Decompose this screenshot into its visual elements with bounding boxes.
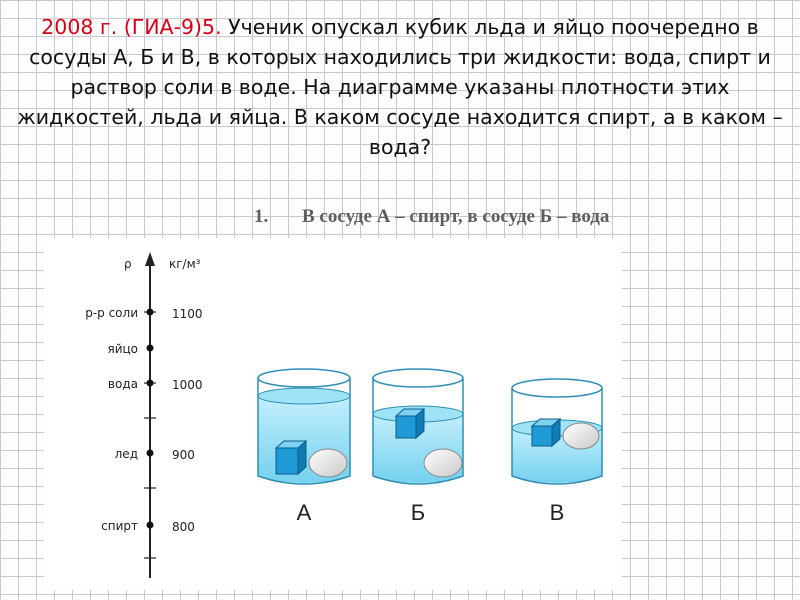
scale-mark-alcohol — [101, 519, 195, 534]
arrow-up-icon — [145, 252, 155, 266]
mark-value: 1100 — [172, 307, 203, 321]
scale-mark-ice — [115, 447, 195, 462]
mark-dot — [147, 522, 154, 529]
mark-value: 900 — [172, 448, 195, 462]
density-figure — [44, 238, 622, 590]
egg — [563, 423, 599, 449]
task-title — [14, 12, 786, 162]
vessel-rim — [258, 369, 350, 387]
egg — [309, 449, 347, 477]
mark-label: р-р соли — [85, 306, 138, 320]
answer-number: 1. — [254, 205, 269, 227]
liquid-surface — [258, 388, 350, 404]
mark-label: яйцо — [107, 342, 138, 356]
mark-value: 800 — [172, 520, 195, 534]
egg — [424, 449, 462, 477]
scale-mark-water — [108, 377, 203, 392]
ice-cube — [396, 409, 424, 438]
answer-option-1[interactable] — [254, 198, 610, 236]
answer-text: В сосуде А – спирт, в сосуде Б – вода — [302, 205, 610, 227]
mark-dot — [147, 380, 154, 387]
mark-value: 1000 — [172, 378, 203, 392]
vessel-b — [373, 369, 463, 525]
mark-dot — [147, 345, 154, 352]
mark-dot — [147, 309, 154, 316]
figure-canvas — [44, 238, 622, 590]
vessel-label: В — [549, 500, 565, 525]
scale-mark-egg — [107, 342, 153, 356]
task-question: Ученик опускал кубик льда и яйцо поочередно в сосуды А, Б и В, в которых находились три жидкости: вода, спирт и раствор соли в воде. На диаграмме указаны плотности этих жидкостей, льда и яйца. В каком сосуде находится спирт, а в каком – вода? — [17, 15, 783, 159]
density-unit: кг/м³ — [169, 257, 201, 271]
vessel-rim — [512, 379, 602, 397]
mark-label: вода — [107, 377, 138, 391]
mark-label: спирт — [101, 519, 138, 533]
density-symbol: ρ — [124, 257, 132, 271]
vessel-c — [512, 379, 602, 525]
vessel-label: А — [296, 500, 312, 525]
ice-cube — [276, 441, 306, 474]
scale-mark-salt — [85, 306, 202, 321]
vessel-label: Б — [410, 500, 426, 525]
mark-label: лед — [114, 447, 138, 461]
task-number: 2008 г. (ГИА-9)5. — [41, 15, 222, 39]
vessel-rim — [373, 369, 463, 387]
density-scale — [85, 252, 202, 578]
vessel-a — [258, 369, 350, 525]
mark-dot — [147, 450, 154, 457]
ice-cube — [532, 419, 560, 446]
